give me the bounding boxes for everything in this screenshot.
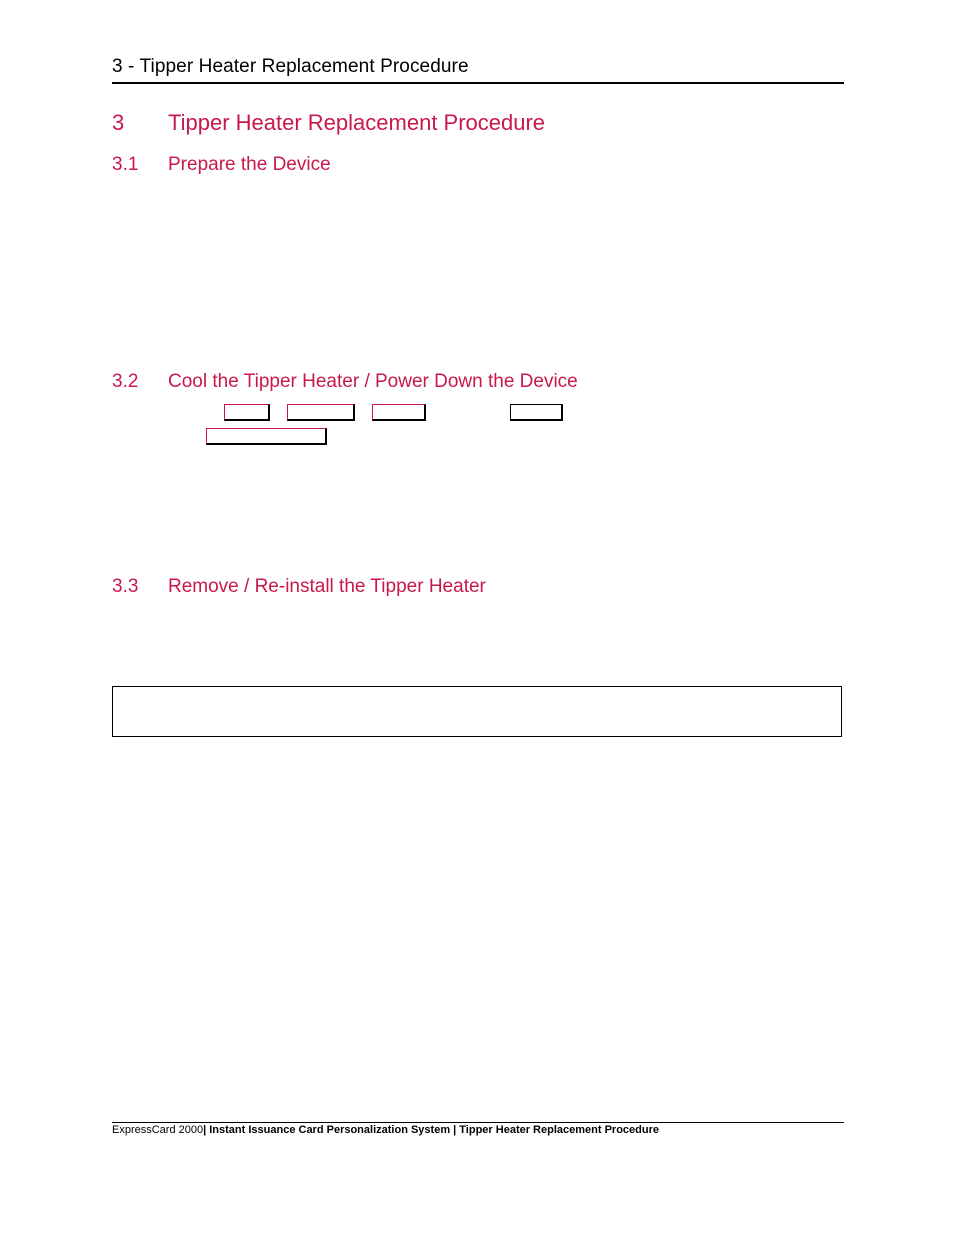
footer-product: ExpressCard 2000 [112, 1124, 204, 1136]
chapter-number: 3 [112, 110, 125, 135]
ui-button-reference [510, 404, 563, 421]
header-rule [112, 82, 844, 84]
ui-button-reference [287, 404, 355, 421]
section-title: Cool the Tipper Heater / Power Down the Device [168, 371, 578, 392]
note-box [112, 686, 842, 737]
footer-title: | Instant Issuance Card Personalization System | Tipper Heater Replacement Procedure [203, 1124, 659, 1136]
section-heading-3-2 [112, 371, 578, 393]
section-number: 3.1 [112, 154, 139, 175]
footer-rule [112, 1122, 844, 1123]
running-header: 3 - Tipper Heater Replacement Procedure [112, 56, 469, 77]
ui-button-reference [372, 404, 426, 421]
section-heading-3-1 [112, 154, 331, 176]
ui-button-reference [206, 428, 327, 445]
section-number: 3.2 [112, 371, 139, 392]
chapter-heading [112, 110, 546, 136]
ui-button-reference [224, 404, 270, 421]
section-heading-3-3 [112, 576, 486, 598]
page-footer [112, 1124, 659, 1136]
section-title: Remove / Re-install the Tipper Heater [168, 576, 486, 597]
chapter-title: Tipper Heater Replacement Procedure [168, 110, 546, 135]
section-number: 3.3 [112, 576, 139, 597]
section-title: Prepare the Device [168, 154, 331, 175]
